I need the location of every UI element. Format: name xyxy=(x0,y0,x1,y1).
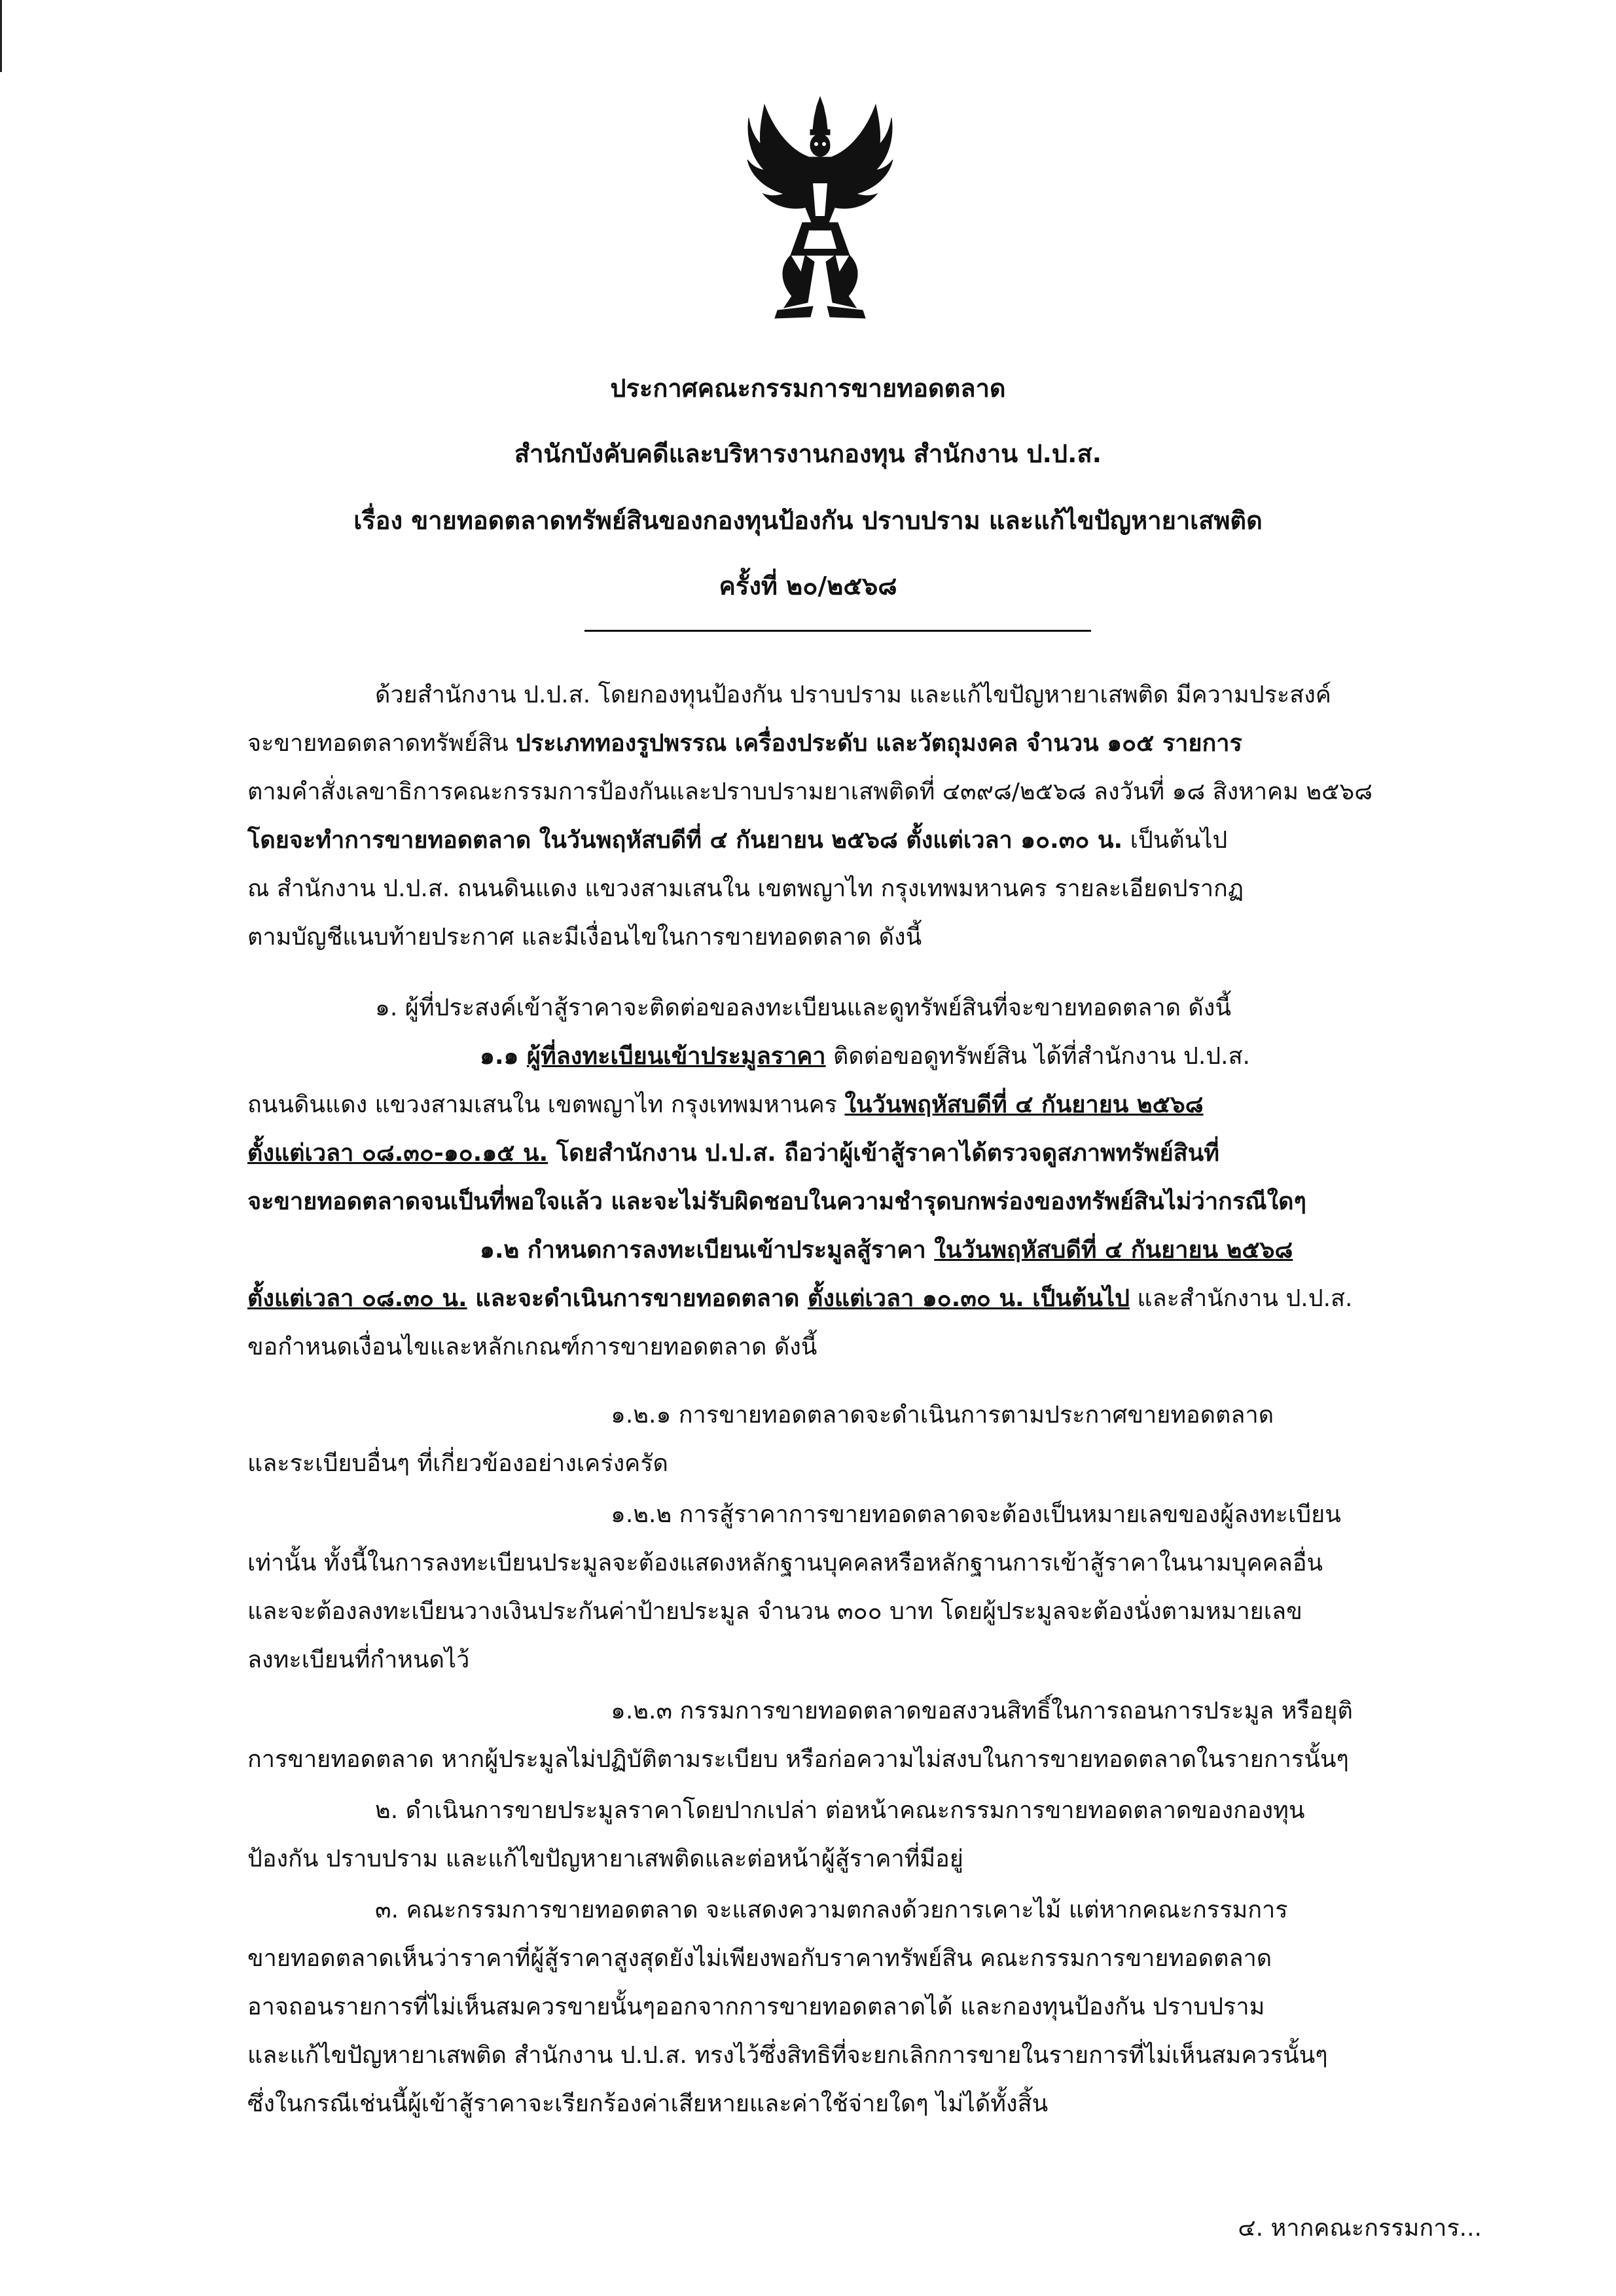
item-1-2-2-line-4: ลงทะเบียนที่กำหนดไว้ xyxy=(247,1647,470,1673)
item-1-1-line-3 xyxy=(247,1138,1219,1169)
item-1-1-line-2 xyxy=(247,1089,1204,1121)
item-1-1-line-3-rest: โดยสำนักงาน ป.ป.ส. ถือว่าผู้เข้าสู้ราคาได้ตรวจดูสภาพทรัพย์สินที่ xyxy=(548,1140,1219,1167)
item-1-2-auction-text: และจะดำเนินการขายทอดตลาด xyxy=(467,1285,808,1312)
item-1-2-line-2-rest: และสำนักงาน ป.ป.ส. xyxy=(1129,1285,1353,1312)
item-1-1-number: ๑.๑ xyxy=(480,1043,527,1070)
item-3-line-5: ซึ่งในกรณีเช่นนี้ผู้เข้าสู้ราคาจะเรียกร้องค่าเสียหายและค่าใช้จ่ายใดๆ ไม่ได้ทั้งสิ้น xyxy=(247,2090,1049,2117)
item-3-line-2: ขายทอดตลาดเห็นว่าราคาที่ผู้สู้ราคาสูงสุดยังไม่เพียงพอกับราคาทรัพย์สิน คณะกรรมการขายทอดตลาด xyxy=(247,1945,1272,1972)
item-1-1-time: ตั้งแต่เวลา ๐๘.๓๐-๑๐.๑๕ น. xyxy=(247,1140,548,1167)
intro-line-2 xyxy=(247,728,1242,759)
continued-marker: ๔. หากคณะกรรมการ... xyxy=(1238,2215,1482,2242)
item-1-1-date: ในวันพฤหัสบดีที่ ๔ กันยายน ๒๕๖๘ xyxy=(844,1091,1204,1118)
item-1-1-rest: ติดต่อขอดูทรัพย์สิน ได้ที่สำนักงาน ป.ป.ส. xyxy=(825,1043,1250,1070)
item-1-1-title: ผู้ที่ลงทะเบียนเข้าประมูลราคา xyxy=(526,1043,826,1070)
item-1-2-line-3: ขอกำหนดเงื่อนไขและหลักเกณฑ์การขายทอดตลาด ดังนี้ xyxy=(247,1334,817,1360)
auction-date-time: โดยจะทำการขายทอดตลาด ในวันพฤหัสบดีที่ ๔ กันยายน ๒๕๖๘ ตั้งแต่เวลา ๑๐.๓๐ น. xyxy=(247,827,1123,854)
item-2-line-1: ๒. ดำเนินการขายประมูลราคาโดยปากเปล่า ต่อหน้าคณะกรรมการขายทอดตลาดของกองทุน xyxy=(375,1797,1305,1824)
garuda-emblem-icon xyxy=(745,92,895,327)
announcement-number: ครั้งที่ ๒๐/๒๕๖๘ xyxy=(719,572,897,600)
intro-line-4-rest: เป็นต้นไป xyxy=(1122,827,1228,854)
item-1-2-2-line-2: เท่านั้น ทั้งนี้ในการลงทะเบียนประมูลจะต้องแสดงหลักฐานบุคคลหรือหลักฐานการเข้าสู้ราคาในนามบุคคลอื่น xyxy=(247,1550,1323,1576)
asset-type-count: ประเภททองรูปพรรณ เครื่องประดับ และวัตถุมงคล จำนวน ๑๐๕ รายการ xyxy=(516,730,1242,757)
intro-line-4 xyxy=(247,825,1227,856)
item-1-2-registration-time: ตั้งแต่เวลา ๐๘.๓๐ น. xyxy=(247,1285,467,1312)
item-3-line-1: ๓. คณะกรรมการขายทอดตลาด จะแสดงความตกลงด้วยการเคาะไม้ แต่หากคณะกรรมการ xyxy=(375,1897,1288,1923)
item-1-2-line-1 xyxy=(480,1235,1293,1266)
scan-edge-mark xyxy=(0,0,2,72)
item-1-2-1-line-1: ๑.๒.๑ การขายทอดตลาดจะดำเนินการตามประกาศขายทอดตลาด xyxy=(611,1402,1274,1429)
item-1-line-1: ๑. ผู้ที่ประสงค์เข้าสู้ราคาจะติดต่อขอลงทะเบียนและดูทรัพย์สินที่จะขายทอดตลาด ดังนี้ xyxy=(375,994,1231,1021)
item-1-2-3-line-1: ๑.๒.๓ กรรมการขายทอดตลาดขอสงวนสิทธิ์ในการถอนการประมูล หรือยุติ xyxy=(611,1698,1353,1724)
intro-line-1: ด้วยสำนักงาน ป.ป.ส. โดยกองทุนป้องกัน ปราบปราม และแก้ไขปัญหายาเสพติด มีความประสงค์ xyxy=(375,682,1331,708)
item-1-1-line-1 xyxy=(480,1041,1250,1072)
item-1-2-auction-time: ตั้งแต่เวลา ๑๐.๓๐ น. เป็นต้นไป xyxy=(807,1285,1130,1312)
intro-line-2-text: จะขายทอดตลาดทรัพย์สิน xyxy=(247,730,516,757)
item-1-2-line-2 xyxy=(247,1283,1352,1315)
intro-line-6: ตามบัญชีแนบท้ายประกาศ และมีเงื่อนไขในการขายทอดตลาด ดังนี้ xyxy=(247,924,922,951)
issuing-office: สำนักบังคับคดีและบริหารงานกองทุน สำนักงาน ป.ป.ส. xyxy=(514,439,1102,468)
item-2-line-2: ป้องกัน ปราบปราม และแก้ไขปัญหายาเสพติดและต่อหน้าผู้สู้ราคาที่มีอยู่ xyxy=(247,1846,963,1872)
item-3-line-4: และแก้ไขปัญหายาเสพติด สำนักงาน ป.ป.ส. ทรงไว้ซึ่งสิทธิที่จะยกเลิกการขายในรายการที่ไม่เห็นสมควรนั้นๆ xyxy=(247,2042,1328,2069)
intro-line-3: ตามคำสั่งเลขาธิการคณะกรรมการป้องกันและปราบปรามยาเสพติดที่ ๔๓๙๘/๒๕๖๘ ลงวันที่ ๑๘ สิงหาคม ๒๕๖๘ xyxy=(247,778,1373,805)
item-3-line-3: อาจถอนรายการที่ไม่เห็นสมควรขายนั้นๆออกจากการขายทอดตลาดได้ และกองทุนป้องกัน ปราบปราม xyxy=(247,1994,1265,2020)
title-divider xyxy=(584,630,1091,632)
item-1-2-1-line-2: และระเบียบอื่นๆ ที่เกี่ยวข้องอย่างเคร่งครัด xyxy=(247,1450,668,1477)
item-1-1-line-4: จะขายทอดตลาดจนเป็นที่พอใจแล้ว และจะไม่รับผิดชอบในความชำรุดบกพร่องของทรัพย์สินไม่ว่ากรณีใดๆ xyxy=(247,1188,1306,1215)
item-1-1-line-2-text: ถนนดินแดง แขวงสามเสนใน เขตพญาไท กรุงเทพมหานคร xyxy=(247,1091,845,1118)
announcement-title: ประกาศคณะกรรมการขายทอดตลาด xyxy=(610,374,1006,403)
item-1-2-3-line-2: การขายทอดตลาด หากผู้ประมูลไม่ปฏิบัติตามระเบียบ หรือก่อความไม่สงบในการขายทอดตลาดในรายการนั้นๆ xyxy=(247,1746,1349,1773)
item-1-2-date: ในวันพฤหัสบดีที่ ๔ กันยายน ๒๕๖๘ xyxy=(934,1237,1293,1264)
item-1-2-2-line-3: และจะต้องลงทะเบียนวางเงินประกันค่าป้ายประมูล จำนวน ๓๐๐ บาท โดยผู้ประมูลจะต้องนั่งตามหมายเลข xyxy=(247,1598,1302,1625)
announcement-subject: เรื่อง ขายทอดตลาดทรัพย์สินของกองทุนป้องกัน ปราบปราม และแก้ไขปัญหายาเสพติด xyxy=(353,506,1263,535)
intro-line-5: ณ สำนักงาน ป.ป.ส. ถนนดินแดง แขวงสามเสนใน เขตพญาไท กรุงเทพมหานคร รายละเอียดปรากฏ xyxy=(247,875,1244,902)
item-1-2-title: ๑.๒ กำหนดการลงทะเบียนเข้าประมูลสู้ราคา xyxy=(480,1237,935,1264)
item-1-2-2-line-1: ๑.๒.๒ การสู้ราคาการขายทอดตลาดจะต้องเป็นหมายเลขของผู้ลงทะเบียน xyxy=(611,1501,1341,1528)
